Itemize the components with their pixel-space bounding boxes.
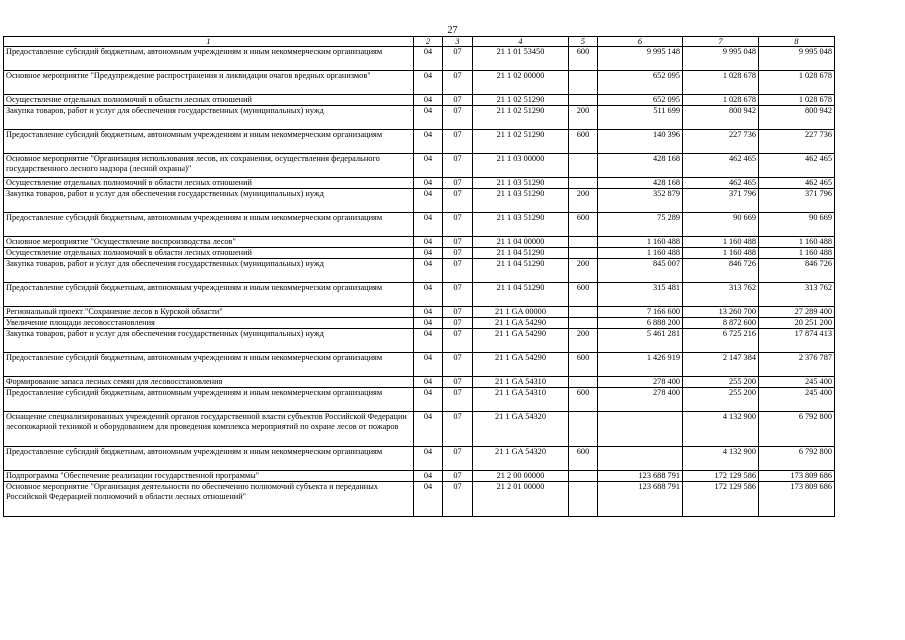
row-value-cell: 9 995 148 [598, 47, 683, 71]
row-value-cell: 652 095 [598, 71, 683, 95]
table-row [4, 248, 835, 259]
row-value-cell: 07 [443, 318, 473, 329]
row-value-cell: 800 942 [683, 106, 759, 130]
row-value-cell: 21 1 GA 54290 [473, 353, 569, 377]
row-value-cell: 1 028 678 [683, 71, 759, 95]
row-value-cell: 462 465 [759, 178, 835, 189]
row-label-cell: Формирование запаса лесных семян для лесовосстановления [4, 377, 414, 388]
row-label-cell: Предоставление субсидий бюджетным, автономным учреждениям и иным некоммерческим организациям [4, 353, 414, 377]
column-header: 4 [473, 37, 569, 47]
row-value-cell: 1 160 488 [598, 237, 683, 248]
row-value-cell: 1 160 488 [598, 248, 683, 259]
row-value-cell: 21 1 02 00000 [473, 71, 569, 95]
row-value-cell: 07 [443, 71, 473, 95]
row-label-cell: Осуществление отдельных полномочий в области лесных отношений [4, 95, 414, 106]
row-value-cell: 255 200 [683, 388, 759, 412]
row-value-cell: 04 [414, 178, 443, 189]
table-row [4, 189, 835, 213]
row-value-cell: 227 736 [683, 130, 759, 154]
row-label-cell: Закупка товаров, работ и услуг для обеспечения государственных (муниципальных) нужд [4, 189, 414, 213]
table-row [4, 318, 835, 329]
table-row [4, 329, 835, 353]
row-value-cell: 846 726 [759, 259, 835, 283]
row-value-cell: 2 376 787 [759, 353, 835, 377]
row-value-cell: 21 1 03 00000 [473, 154, 569, 178]
row-value-cell: 200 [569, 189, 598, 213]
row-value-cell: 600 [569, 47, 598, 71]
row-value-cell: 600 [569, 283, 598, 307]
row-label-cell: Основное мероприятие "Осуществление воспроизводства лесов" [4, 237, 414, 248]
row-value-cell: 5 461 281 [598, 329, 683, 353]
row-value-cell: 07 [443, 154, 473, 178]
row-label-cell: Основное мероприятие "Организация деятельности по обеспечению полномочий субъекта и переданных Российской Федерацией полномочий в области лесных отношений" [4, 482, 414, 517]
row-value-cell: 7 166 600 [598, 307, 683, 318]
row-value-cell: 200 [569, 259, 598, 283]
row-value-cell: 21 1 04 51290 [473, 248, 569, 259]
row-label-cell: Предоставление субсидий бюджетным, автономным учреждениям и иным некоммерческим организациям [4, 213, 414, 237]
row-value-cell: 600 [569, 353, 598, 377]
row-value-cell: 173 809 686 [759, 482, 835, 517]
table-row [4, 259, 835, 283]
row-value-cell: 21 1 03 51290 [473, 178, 569, 189]
row-value-cell: 21 1 04 51290 [473, 283, 569, 307]
row-value-cell: 04 [414, 307, 443, 318]
row-value-cell: 04 [414, 329, 443, 353]
row-value-cell: 21 2 01 00000 [473, 482, 569, 517]
row-value-cell: 04 [414, 388, 443, 412]
row-value-cell [598, 447, 683, 471]
row-value-cell: 21 1 GA 00000 [473, 307, 569, 318]
row-value-cell: 04 [414, 237, 443, 248]
row-value-cell: 200 [569, 106, 598, 130]
row-value-cell [569, 71, 598, 95]
row-value-cell: 04 [414, 47, 443, 71]
row-value-cell: 21 1 02 51290 [473, 106, 569, 130]
row-value-cell: 845 007 [598, 259, 683, 283]
table-row [4, 307, 835, 318]
row-value-cell: 4 132 900 [683, 447, 759, 471]
row-value-cell: 21 1 GA 54290 [473, 318, 569, 329]
row-value-cell: 4 132 900 [683, 412, 759, 447]
row-value-cell: 21 1 GA 54310 [473, 388, 569, 412]
row-value-cell: 352 879 [598, 189, 683, 213]
row-label-cell: Оснащение специализированных учреждений органов государственной власти субъектов Российской Федерации лесопожарной техникой и оборудованием для проведения комплекса мероприятий по охране лесов от пожаров [4, 412, 414, 447]
row-label-cell: Предоставление субсидий бюджетным, автономным учреждениям и иным некоммерческим организациям [4, 447, 414, 471]
row-label-cell: Основное мероприятие "Предупреждение распространения и ликвидация очагов вредных организмов" [4, 71, 414, 95]
row-value-cell: 140 396 [598, 130, 683, 154]
row-value-cell: 1 160 488 [759, 237, 835, 248]
row-label-cell: Увеличение площади лесовосстановления [4, 318, 414, 329]
row-value-cell [569, 318, 598, 329]
row-value-cell: 600 [569, 213, 598, 237]
row-value-cell: 07 [443, 388, 473, 412]
row-value-cell: 9 995 048 [683, 47, 759, 71]
row-value-cell: 1 028 678 [683, 95, 759, 106]
row-value-cell: 428 168 [598, 178, 683, 189]
row-value-cell: 07 [443, 377, 473, 388]
budget-table [3, 36, 835, 517]
row-value-cell [569, 482, 598, 517]
row-value-cell: 21 1 04 51290 [473, 259, 569, 283]
row-value-cell: 04 [414, 106, 443, 130]
row-value-cell: 21 1 01 53450 [473, 47, 569, 71]
table-row [4, 353, 835, 377]
table-row [4, 47, 835, 71]
row-value-cell: 07 [443, 237, 473, 248]
row-value-cell: 04 [414, 154, 443, 178]
row-value-cell [569, 377, 598, 388]
table-row [4, 95, 835, 106]
row-label-cell: Основное мероприятие "Организация использования лесов, их сохранения, осуществления федерального государственного лесного надзора (лесной охраны)" [4, 154, 414, 178]
row-value-cell: 511 699 [598, 106, 683, 130]
row-value-cell: 255 200 [683, 377, 759, 388]
row-value-cell: 07 [443, 329, 473, 353]
row-value-cell: 07 [443, 106, 473, 130]
row-value-cell: 21 1 GA 54290 [473, 329, 569, 353]
row-value-cell [569, 154, 598, 178]
row-value-cell: 04 [414, 95, 443, 106]
table-body [4, 47, 835, 517]
row-value-cell: 07 [443, 47, 473, 71]
row-value-cell: 245 400 [759, 388, 835, 412]
row-value-cell: 04 [414, 130, 443, 154]
table-row [4, 213, 835, 237]
row-value-cell: 1 160 488 [759, 248, 835, 259]
row-value-cell: 13 260 700 [683, 307, 759, 318]
row-value-cell: 462 465 [683, 178, 759, 189]
row-value-cell: 07 [443, 189, 473, 213]
row-value-cell: 313 762 [759, 283, 835, 307]
row-value-cell: 278 400 [598, 388, 683, 412]
row-label-cell: Предоставление субсидий бюджетным, автономным учреждениям и иным некоммерческим организациям [4, 388, 414, 412]
column-header: 8 [759, 37, 835, 47]
row-value-cell: 1 160 488 [683, 248, 759, 259]
row-value-cell: 07 [443, 178, 473, 189]
row-value-cell: 27 289 400 [759, 307, 835, 318]
row-value-cell: 6 725 216 [683, 329, 759, 353]
row-value-cell: 8 872 600 [683, 318, 759, 329]
row-value-cell: 07 [443, 471, 473, 482]
row-value-cell: 1 160 488 [683, 237, 759, 248]
row-value-cell: 123 688 791 [598, 482, 683, 517]
table-row [4, 447, 835, 471]
row-value-cell [569, 178, 598, 189]
row-label-cell: Закупка товаров, работ и услуг для обеспечения государственных (муниципальных) нужд [4, 106, 414, 130]
row-value-cell: 800 942 [759, 106, 835, 130]
row-value-cell: 04 [414, 71, 443, 95]
row-value-cell: 04 [414, 213, 443, 237]
row-label-cell: Предоставление субсидий бюджетным, автономным учреждениям и иным некоммерческим организациям [4, 283, 414, 307]
row-value-cell: 200 [569, 329, 598, 353]
table-row [4, 283, 835, 307]
row-value-cell: 07 [443, 447, 473, 471]
row-value-cell: 600 [569, 130, 598, 154]
row-value-cell: 371 796 [759, 189, 835, 213]
row-label-cell: Закупка товаров, работ и услуг для обеспечения государственных (муниципальных) нужд [4, 259, 414, 283]
row-value-cell: 428 168 [598, 154, 683, 178]
row-value-cell: 04 [414, 482, 443, 517]
row-value-cell: 371 796 [683, 189, 759, 213]
table-row [4, 71, 835, 95]
row-value-cell: 21 1 03 51290 [473, 189, 569, 213]
row-label-cell: Закупка товаров, работ и услуг для обеспечения государственных (муниципальных) нужд [4, 329, 414, 353]
row-value-cell: 04 [414, 377, 443, 388]
row-value-cell: 04 [414, 189, 443, 213]
page-number: 27 [447, 25, 458, 36]
row-value-cell: 07 [443, 482, 473, 517]
table-row [4, 178, 835, 189]
row-value-cell [569, 412, 598, 447]
row-value-cell: 04 [414, 471, 443, 482]
row-label-cell: Региональный проект "Сохранение лесов в Курской области" [4, 307, 414, 318]
row-value-cell: 1 028 678 [759, 71, 835, 95]
row-value-cell: 1 028 678 [759, 95, 835, 106]
column-header: 7 [683, 37, 759, 47]
row-value-cell: 2 147 384 [683, 353, 759, 377]
row-value-cell: 04 [414, 248, 443, 259]
row-value-cell: 315 481 [598, 283, 683, 307]
row-value-cell: 90 669 [759, 213, 835, 237]
row-value-cell: 04 [414, 412, 443, 447]
row-value-cell: 245 400 [759, 377, 835, 388]
row-value-cell: 462 465 [683, 154, 759, 178]
row-value-cell: 90 669 [683, 213, 759, 237]
row-value-cell: 07 [443, 248, 473, 259]
row-value-cell: 227 736 [759, 130, 835, 154]
row-value-cell: 6 792 800 [759, 447, 835, 471]
column-header: 3 [443, 37, 473, 47]
table-row [4, 412, 835, 447]
table-header [4, 37, 835, 47]
row-label-cell: Осуществление отдельных полномочий в области лесных отношений [4, 178, 414, 189]
row-value-cell: 21 1 GA 54320 [473, 412, 569, 447]
column-header: 5 [569, 37, 598, 47]
row-value-cell: 21 1 GA 54310 [473, 377, 569, 388]
table-row [4, 471, 835, 482]
row-value-cell: 07 [443, 412, 473, 447]
row-value-cell: 6 888 200 [598, 318, 683, 329]
row-value-cell: 462 465 [759, 154, 835, 178]
row-value-cell: 04 [414, 283, 443, 307]
row-value-cell: 9 995 048 [759, 47, 835, 71]
row-label-cell: Предоставление субсидий бюджетным, автономным учреждениям и иным некоммерческим организациям [4, 130, 414, 154]
row-value-cell: 07 [443, 353, 473, 377]
row-value-cell [569, 237, 598, 248]
row-value-cell: 172 129 586 [683, 471, 759, 482]
row-value-cell: 75 289 [598, 213, 683, 237]
row-value-cell: 04 [414, 447, 443, 471]
row-value-cell [569, 307, 598, 318]
column-header: 6 [598, 37, 683, 47]
row-value-cell: 278 400 [598, 377, 683, 388]
table-row [4, 388, 835, 412]
row-value-cell [598, 412, 683, 447]
row-value-cell: 07 [443, 307, 473, 318]
row-value-cell: 20 251 200 [759, 318, 835, 329]
row-value-cell: 04 [414, 259, 443, 283]
table-row [4, 154, 835, 178]
row-value-cell: 1 426 919 [598, 353, 683, 377]
row-value-cell: 21 1 04 00000 [473, 237, 569, 248]
table-row [4, 106, 835, 130]
table-row [4, 237, 835, 248]
row-value-cell: 07 [443, 95, 473, 106]
column-header: 2 [414, 37, 443, 47]
row-value-cell [569, 95, 598, 106]
row-value-cell: 21 1 03 51290 [473, 213, 569, 237]
row-value-cell: 21 1 02 51290 [473, 130, 569, 154]
row-value-cell: 6 792 800 [759, 412, 835, 447]
row-label-cell: Подпрограмма "Обеспечение реализации государственной программы" [4, 471, 414, 482]
row-label-cell: Осуществление отдельных полномочий в области лесных отношений [4, 248, 414, 259]
row-value-cell: 173 809 686 [759, 471, 835, 482]
row-value-cell: 07 [443, 130, 473, 154]
row-value-cell: 07 [443, 259, 473, 283]
row-label-cell: Предоставление субсидий бюджетным, автономным учреждениям и иным некоммерческим организациям [4, 47, 414, 71]
row-value-cell: 600 [569, 447, 598, 471]
row-value-cell: 600 [569, 388, 598, 412]
row-value-cell: 313 762 [683, 283, 759, 307]
row-value-cell: 07 [443, 213, 473, 237]
row-value-cell: 21 2 00 00000 [473, 471, 569, 482]
row-value-cell: 04 [414, 318, 443, 329]
column-header: 1 [4, 37, 414, 47]
row-value-cell: 652 095 [598, 95, 683, 106]
row-value-cell: 846 726 [683, 259, 759, 283]
row-value-cell: 172 129 586 [683, 482, 759, 517]
row-value-cell [569, 471, 598, 482]
row-value-cell: 04 [414, 353, 443, 377]
row-value-cell: 123 688 791 [598, 471, 683, 482]
row-value-cell [569, 248, 598, 259]
row-value-cell: 21 1 02 51290 [473, 95, 569, 106]
row-value-cell: 17 874 413 [759, 329, 835, 353]
table-row [4, 377, 835, 388]
row-value-cell: 21 1 GA 54320 [473, 447, 569, 471]
row-value-cell: 07 [443, 283, 473, 307]
table-row [4, 130, 835, 154]
table-row [4, 482, 835, 517]
